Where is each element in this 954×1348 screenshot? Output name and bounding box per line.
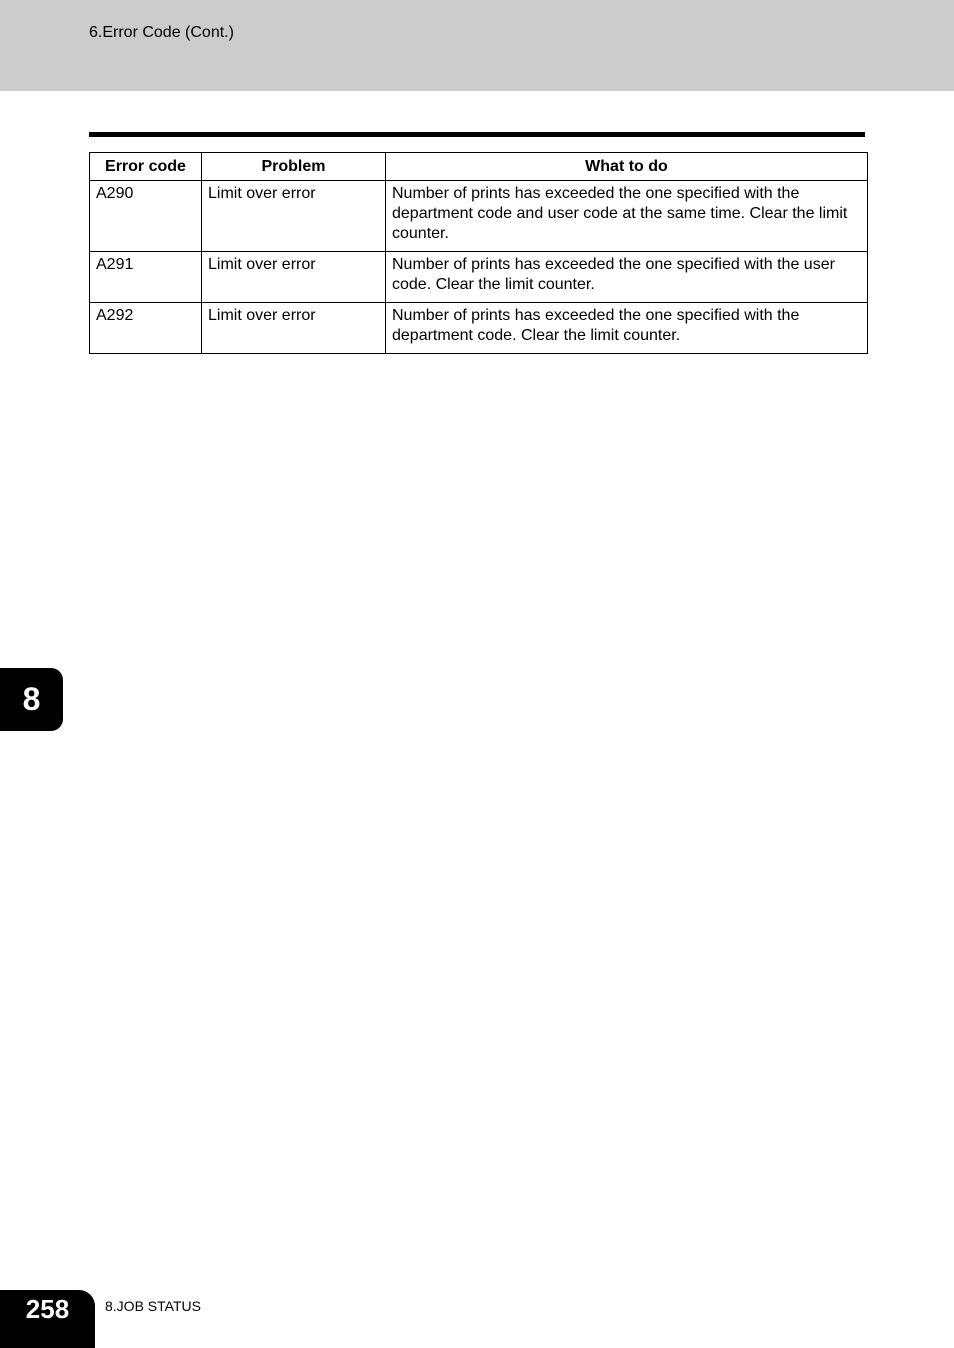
error-code-cell: A292	[90, 303, 202, 354]
problem-cell: Limit over error	[202, 303, 386, 354]
error-code-table	[89, 152, 868, 354]
chapter-tab: 8	[0, 668, 63, 731]
table-row	[90, 181, 868, 252]
what-to-do-cell: Number of prints has exceeded the one specified with the department code and user code at the same time. Clear the limit counter.	[386, 181, 868, 252]
table-row	[90, 252, 868, 303]
column-header-problem: Problem	[202, 153, 386, 181]
what-to-do-cell: Number of prints has exceeded the one specified with the department code. Clear the limit counter.	[386, 303, 868, 354]
footer-section-title: 8.JOB STATUS	[105, 1298, 201, 1314]
page-number: 258	[0, 1290, 95, 1348]
section-rule	[89, 132, 865, 137]
problem-cell: Limit over error	[202, 252, 386, 303]
table-row	[90, 303, 868, 354]
problem-cell: Limit over error	[202, 181, 386, 252]
column-header-error-code: Error code	[90, 153, 202, 181]
error-code-cell: A291	[90, 252, 202, 303]
table-header-row	[90, 153, 868, 181]
error-code-cell: A290	[90, 181, 202, 252]
page-header-title: 6.Error Code (Cont.)	[89, 24, 234, 41]
column-header-what-to-do: What to do	[386, 153, 868, 181]
header-band	[0, 0, 954, 91]
what-to-do-cell: Number of prints has exceeded the one specified with the user code. Clear the limit counter.	[386, 252, 868, 303]
